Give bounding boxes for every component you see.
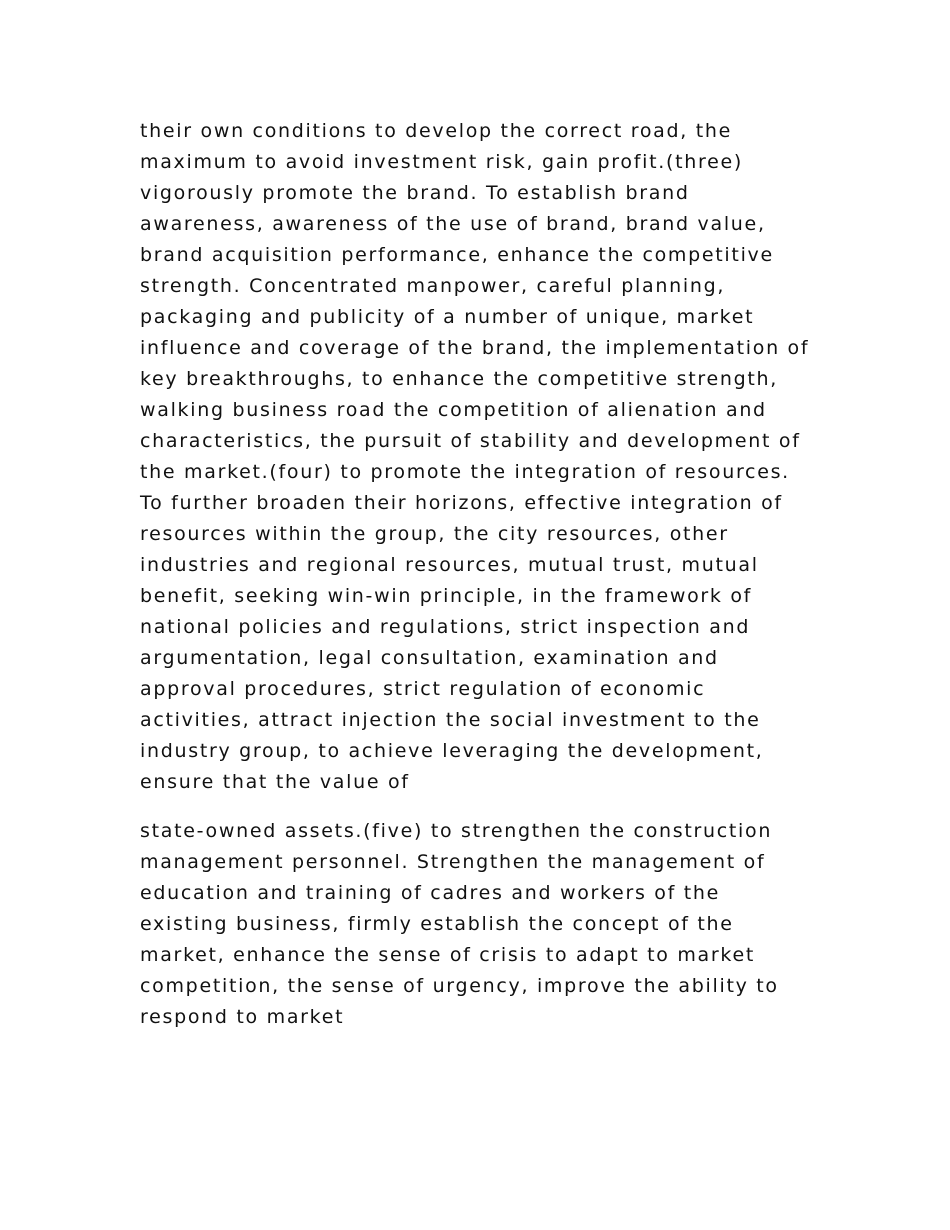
text-line: argumentation, legal consultation, examination and [140,647,719,669]
text-line: To further broaden their horizons, effective integration of [140,492,783,514]
paragraph-1 [140,116,840,798]
text-line: influence and coverage of the brand, the implementation of [140,337,810,359]
text-line: walking business road the competition of alienation and [140,399,767,421]
text-line: key breakthroughs, to enhance the competitive strength, [140,368,779,390]
paragraph-2 [140,816,840,1033]
text-line: vigorously promote the brand. To establish brand [140,182,690,204]
text-line: awareness, awareness of the use of brand, brand value, [140,213,766,235]
text-line: industries and regional resources, mutual trust, mutual [140,554,759,576]
text-line: competition, the sense of urgency, improve the ability to [140,975,779,997]
text-line: maximum to avoid investment risk, gain profit.(three) [140,151,743,173]
text-line: brand acquisition performance, enhance the competitive [140,244,774,266]
text-line: their own conditions to develop the correct road, the [140,120,733,142]
text-line: education and training of cadres and workers of the [140,882,721,904]
text-line: state-owned assets.(five) to strengthen the construction [140,820,773,842]
text-line: existing business, firmly establish the concept of the [140,913,734,935]
text-line: industry group, to achieve leveraging the development, [140,740,764,762]
text-line: respond to market [140,1006,345,1028]
text-line: market, enhance the sense of crisis to adapt to market [140,944,755,966]
text-line: packaging and publicity of a number of unique, market [140,306,755,328]
text-line: activities, attract injection the social investment to the [140,709,761,731]
text-line: resources within the group, the city resources, other [140,523,729,545]
text-line: benefit, seeking win-win principle, in the framework of [140,585,753,607]
text-line: characteristics, the pursuit of stability and development of [140,430,801,452]
text-line: the market.(four) to promote the integration of resources. [140,461,790,483]
text-line: management personnel. Strengthen the management of [140,851,766,873]
text-line: ensure that the value of [140,771,410,793]
text-line: national policies and regulations, strict inspection and [140,616,751,638]
text-line: approval procedures, strict regulation of economic [140,678,706,700]
text-line: strength. Concentrated manpower, careful planning, [140,275,726,297]
